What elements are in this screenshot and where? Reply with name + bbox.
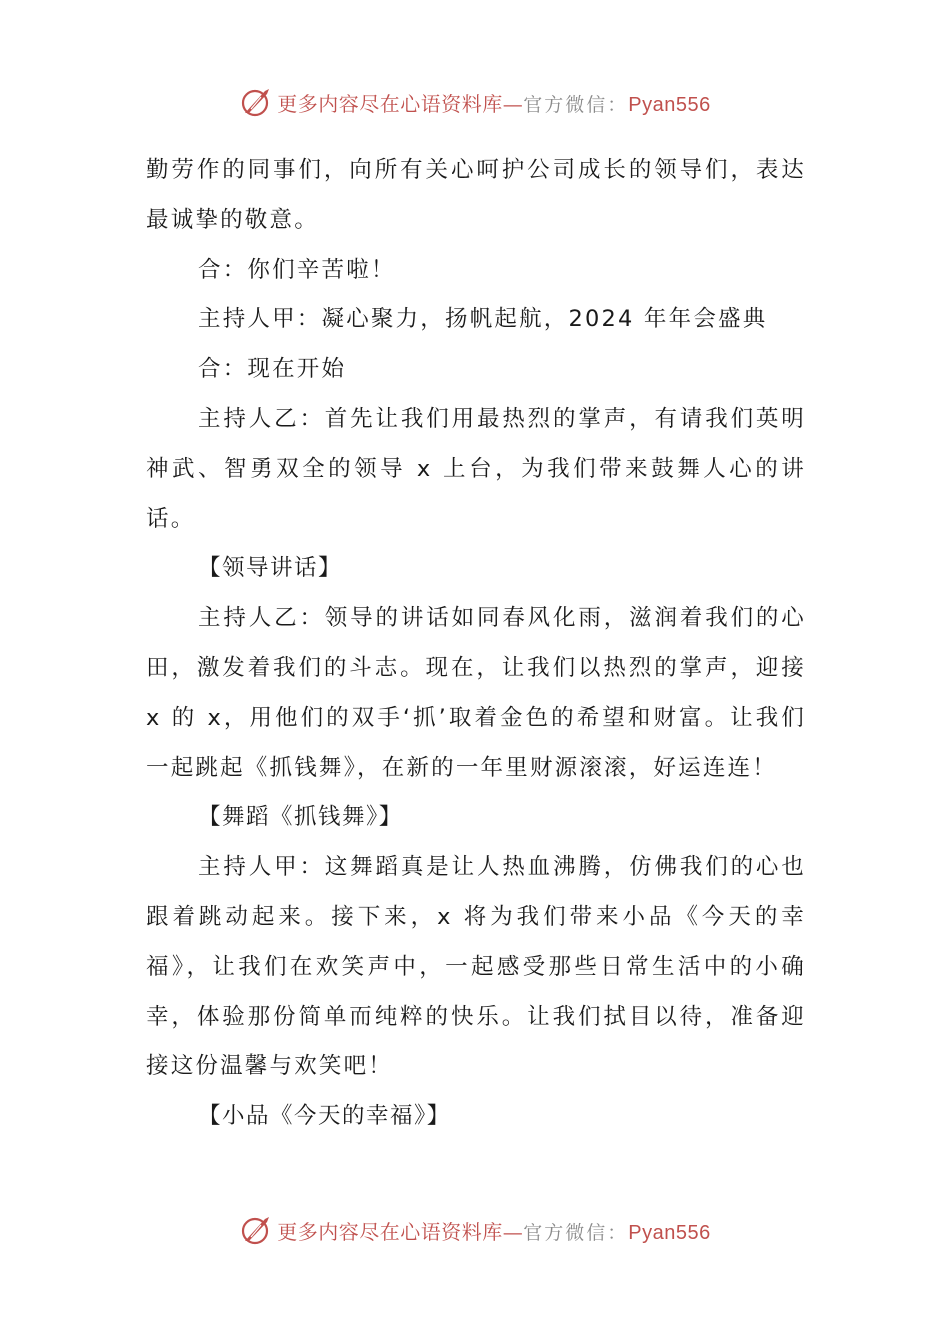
- section-heading: 【舞蹈《抓钱舞》】: [198, 804, 403, 831]
- watermark-dash: —: [502, 1219, 524, 1244]
- watermark-slogan: 更多内容尽在心语资料库: [277, 91, 503, 116]
- paragraph-line: 主持人乙：首先让我们用最热烈的掌声，有请我们英明神武、智勇双全的领导 x 上台，为我们带来鼓舞人心的讲话。: [146, 405, 806, 532]
- watermark-wechat-id: Pyan556: [628, 1221, 711, 1244]
- quill-logo-icon: [239, 1213, 273, 1247]
- paragraph-continuation: 勤劳作的同事们，向所有关心呵护公司成长的领导们，表达最诚挚的敬意。: [146, 157, 806, 233]
- watermark-text: [277, 88, 710, 117]
- watermark-text: [277, 1216, 710, 1245]
- paragraph-line: 合：你们辛苦啦！: [198, 256, 396, 283]
- document-body: [146, 146, 806, 1142]
- watermark-official-label: 官方微信：: [523, 1221, 629, 1244]
- paragraph-line: 合：现在开始: [198, 356, 347, 383]
- paragraph-line: 主持人甲：凝心聚力，扬帆起航，2024 年年会盛典: [198, 306, 768, 333]
- section-heading: 【领导讲话】: [198, 555, 343, 582]
- watermark-wechat-id: Pyan556: [628, 93, 711, 116]
- section-heading: 【小品《今天的幸福》】: [198, 1103, 451, 1130]
- footer-watermark: [0, 1210, 950, 1250]
- watermark-official-label: 官方微信：: [523, 93, 629, 116]
- quill-logo-icon: [239, 85, 273, 119]
- paragraph-line: 主持人甲：这舞蹈真是让人热血沸腾，仿佛我们的心也跟着跳动起来。接下来，x 将为我们带来小品《今天的幸福》，让我们在欢笑声中，一起感受那些日常生活中的小确幸，体验那份简单而纯粹的快乐。让我们拭目以待，准备迎接这份温馨与欢笑吧！: [146, 854, 806, 1080]
- watermark-slogan: 更多内容尽在心语资料库: [277, 1219, 503, 1244]
- header-watermark: [0, 82, 950, 122]
- watermark-dash: —: [502, 91, 524, 116]
- paragraph-line: 主持人乙：领导的讲话如同春风化雨，滋润着我们的心田，激发着我们的斗志。现在，让我们以热烈的掌声，迎接 x 的 x，用他们的双手‘抓’取着金色的希望和财富。让我们一起跳起《抓钱舞》，在新的一年里财源滚滚，好运连连！: [146, 605, 806, 781]
